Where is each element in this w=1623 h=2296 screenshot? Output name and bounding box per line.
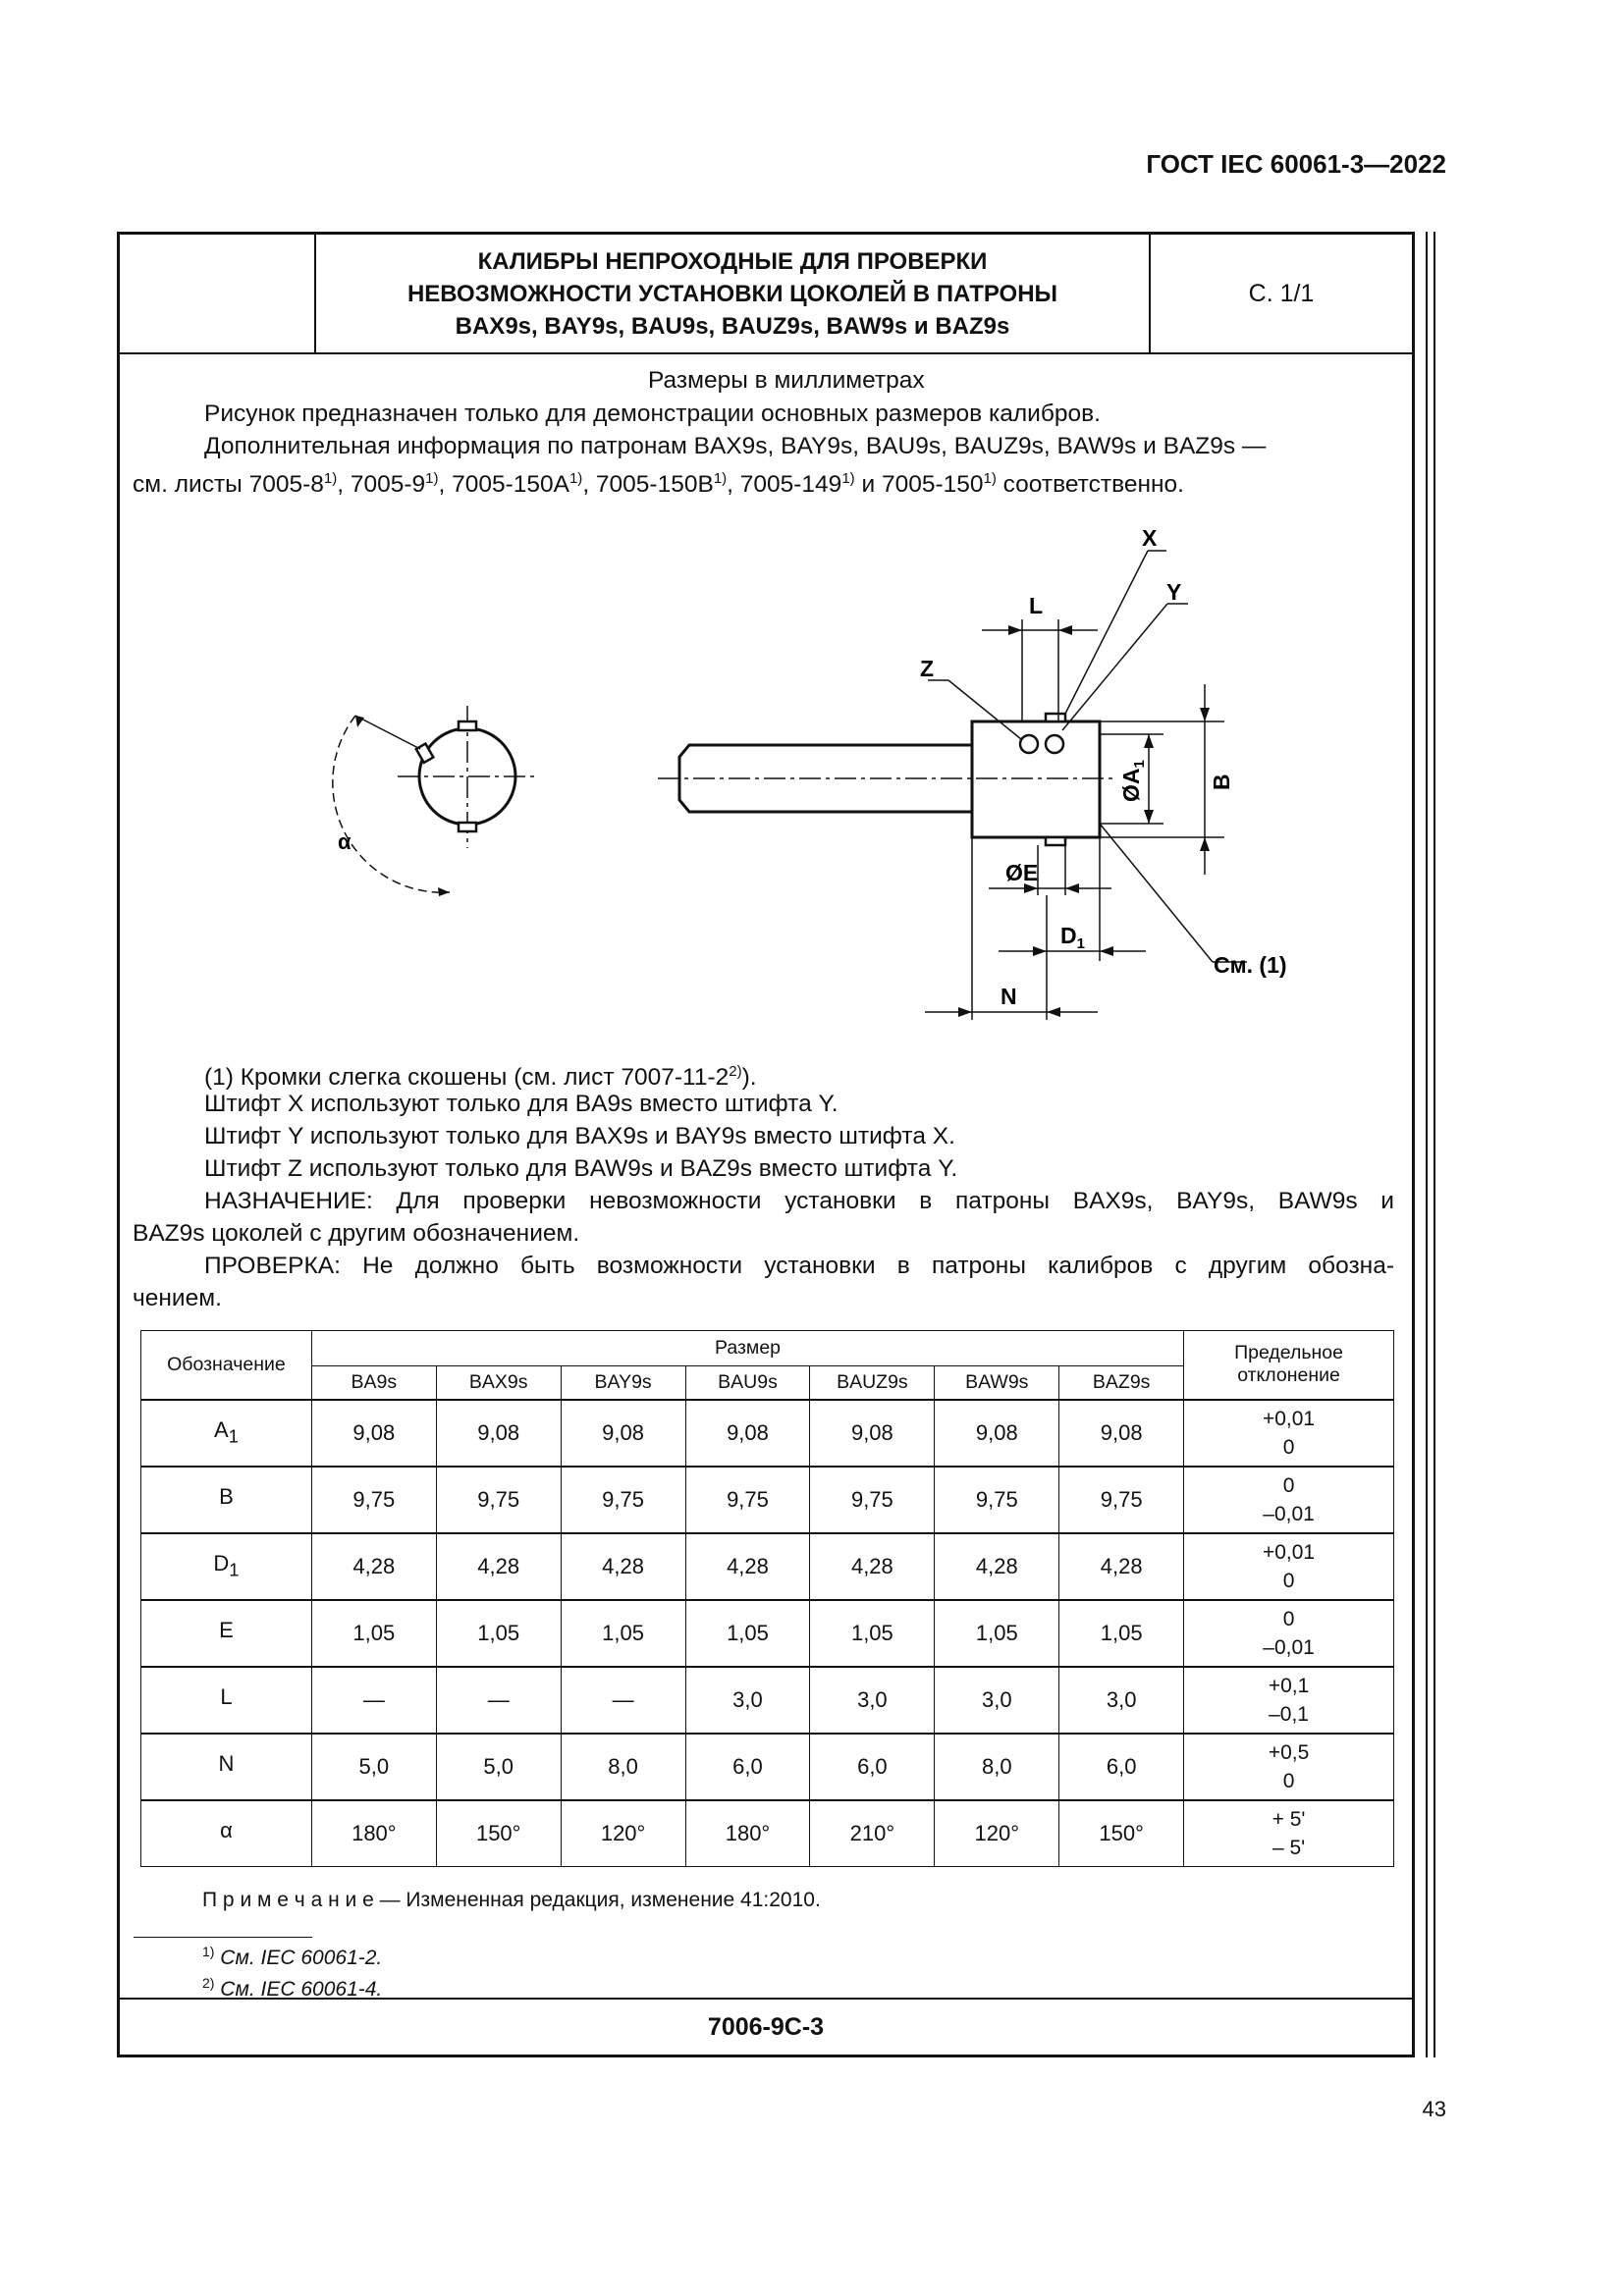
dimensions-table [140, 1330, 1394, 1867]
table-cell: 4,28 [810, 1533, 935, 1600]
table-cell: 9,08 [311, 1400, 436, 1467]
table-cell: 4,28 [935, 1533, 1059, 1600]
purpose-line-1: НАЗНАЧЕНИЕ: Для проверки невозможности установки в патроны BAX9s, BAY9s, BAW9s и [204, 1188, 1394, 1214]
table-cell: 4,28 [311, 1533, 436, 1600]
frame-edge-line [1426, 232, 1428, 2057]
dim-n-label: N [1001, 984, 1017, 1009]
check-line-1: ПРОВЕРКА: Не должно быть возможности установки в патроны калибров с другим обозна- [204, 1253, 1394, 1279]
table-cell: — [311, 1667, 436, 1734]
title-line-1: КАЛИБРЫ НЕПРОХОДНЫЕ ДЛЯ ПРОВЕРКИ [477, 247, 988, 275]
header-size: Размер [311, 1331, 1183, 1366]
row-tolerance: +0,5 0 [1184, 1734, 1394, 1800]
column-header: BAU9s [685, 1366, 810, 1400]
table-cell: 210° [810, 1800, 935, 1867]
table-cell: 4,28 [685, 1533, 810, 1600]
note-pin-z: Штифт Z используют только для BAW9s и BAZ9s вместо штифта Y. [204, 1155, 958, 1182]
table-cell: 150° [436, 1800, 561, 1867]
row-tolerance: 0 –0,01 [1184, 1600, 1394, 1667]
side-view [658, 551, 1247, 1020]
row-designation: N [141, 1734, 312, 1800]
row-designation: L [141, 1667, 312, 1734]
table-cell: 9,08 [561, 1400, 685, 1467]
table-row [141, 1667, 1394, 1734]
note-pin-y: Штифт Y используют только для BAX9s и BAY9s вместо штифта X. [204, 1123, 955, 1149]
dim-b-label: B [1209, 774, 1234, 790]
table-row [141, 1600, 1394, 1667]
row-tolerance: +0,1 –0,1 [1184, 1667, 1394, 1734]
intro-line-3: см. листы 7005-8$^{1)}$, 7005-9$^{1)}$, $7005-150A^{1)}$, $7005-150B^{1)}$, 7005-149$^{1)}$ и 7005-150$^{1)}$ соответственно. [133, 470, 1184, 499]
table-note: П р и м е ч а н и е — Измененная редакция, изменение 41:2010. [202, 1889, 821, 1911]
footnote-separator [134, 1937, 312, 1938]
pin-y-label: Y [1166, 579, 1182, 605]
table-cell: — [436, 1667, 561, 1734]
table-cell: 9,75 [685, 1467, 810, 1533]
note-chamfer: (1) Кромки слегка скошены (см. лист 7007-11-2$^{2)}$). [204, 1063, 757, 1092]
table-row [141, 1800, 1394, 1867]
table-cell: — [561, 1667, 685, 1734]
purpose-line-2: BAZ9s цоколей с другим обозначением. [133, 1220, 580, 1247]
table-cell: 8,0 [935, 1734, 1059, 1800]
chamfer-see-label: См. (1) [1214, 952, 1287, 978]
table-cell: 1,05 [436, 1600, 561, 1667]
table-cell: 180° [311, 1800, 436, 1867]
table-cell: 1,05 [935, 1600, 1059, 1667]
row-designation: E [141, 1600, 312, 1667]
pin-z-label: Z [920, 656, 935, 681]
table-cell: 4,28 [561, 1533, 685, 1600]
table-cell: 9,75 [561, 1467, 685, 1533]
pin-x-label: X [1142, 525, 1158, 551]
dim-d1-label: $D_1$ [1060, 923, 1085, 952]
table-cell: 9,08 [810, 1400, 935, 1467]
table-cell: 3,0 [1059, 1667, 1184, 1734]
table-cell: 1,05 [1059, 1600, 1184, 1667]
table-cell: 6,0 [810, 1734, 935, 1800]
document-code: ГОСТ IEC 60061-3—2022 [1146, 149, 1446, 179]
table-row [141, 1734, 1394, 1800]
sheet-number: 7006-9C-3 [120, 1998, 1412, 2055]
row-designation: $D_1$ [141, 1533, 312, 1600]
dim-l-label: L [1029, 593, 1044, 618]
table-cell: 4,28 [436, 1533, 561, 1600]
table-cell: 9,75 [935, 1467, 1059, 1533]
header-designation: Обозначение [141, 1331, 312, 1400]
row-designation: α [141, 1800, 312, 1867]
table-cell: 5,0 [311, 1734, 436, 1800]
table-cell: 120° [935, 1800, 1059, 1867]
table-cell: 9,75 [810, 1467, 935, 1533]
table-cell: 120° [561, 1800, 685, 1867]
table-cell: 1,05 [810, 1600, 935, 1667]
table-cell: 180° [685, 1800, 810, 1867]
table-cell: 9,75 [436, 1467, 561, 1533]
column-header: BAUZ9s [810, 1366, 935, 1400]
dim-a1-label: $ØA_1$ [1118, 760, 1148, 802]
column-header: BAZ9s [1059, 1366, 1184, 1400]
table-cell: 3,0 [935, 1667, 1059, 1734]
row-tolerance: 0 –0,01 [1184, 1467, 1394, 1533]
table-cell: 6,0 [685, 1734, 810, 1800]
title-line-3: BAX9s, BAY9s, BAU9s, BAUZ9s, BAW9s и BAZ9s [455, 312, 1010, 340]
intro-line-1: Рисунок предназначен только для демонстрации основных размеров калибров. [204, 400, 1101, 427]
table-cell: 3,0 [685, 1667, 810, 1734]
row-tolerance: +0,01 0 [1184, 1400, 1394, 1467]
note-pin-x: Штифт X используют только для BA9s вместо штифта Y. [204, 1091, 839, 1117]
frame-edge-line [1434, 232, 1435, 2057]
row-tolerance: + 5' – 5' [1184, 1800, 1394, 1867]
table-row [141, 1467, 1394, 1533]
table-cell: 6,0 [1059, 1734, 1184, 1800]
sheet-page-indicator: С. 1/1 [1248, 279, 1315, 307]
row-tolerance: +0,01 0 [1184, 1533, 1394, 1600]
units-note: Размеры в миллиметрах [648, 367, 925, 394]
gauge-drawing [120, 235, 1412, 1040]
table-cell: 9,08 [436, 1400, 561, 1467]
table-cell: 150° [1059, 1800, 1184, 1867]
header-tolerance: Предельное отклонение [1184, 1331, 1394, 1400]
footnote-1: $^{1)}$ См. IEC 60061-2. [202, 1944, 383, 1969]
table-cell: 9,08 [1059, 1400, 1184, 1467]
table-cell: 4,28 [1059, 1533, 1184, 1600]
table-cell: 9,75 [311, 1467, 436, 1533]
table-cell: 9,08 [685, 1400, 810, 1467]
table-cell: 1,05 [685, 1600, 810, 1667]
table-row [141, 1533, 1394, 1600]
table-cell: 9,08 [935, 1400, 1059, 1467]
dim-e-label: ØE [1005, 860, 1039, 885]
table-cell: 1,05 [311, 1600, 436, 1667]
check-line-2: чением. [133, 1285, 222, 1311]
table-cell: 9,75 [1059, 1467, 1184, 1533]
title-line-2: НЕВОЗМОЖНОСТИ УСТАНОВКИ ЦОКОЛЕЙ В ПАТРОНЫ [406, 280, 1058, 307]
column-header: BAX9s [436, 1366, 561, 1400]
row-designation: B [141, 1467, 312, 1533]
footnote-2: $^{2)}$ См. IEC 60061-4. [202, 1975, 383, 2001]
row-designation: $A_1$ [141, 1400, 312, 1467]
table-row [141, 1400, 1394, 1467]
column-header: BA9s [311, 1366, 436, 1400]
table-cell: 8,0 [561, 1734, 685, 1800]
table-cell: 3,0 [810, 1667, 935, 1734]
table-cell: 1,05 [561, 1600, 685, 1667]
intro-line-2: Дополнительная информация по патронам BAX9s, BAY9s, BAU9s, BAUZ9s, BAW9s и BAZ9s — [204, 433, 1267, 459]
end-view [333, 706, 537, 896]
alpha-label: α [338, 829, 352, 854]
column-header: BAY9s [561, 1366, 685, 1400]
table-cell: 5,0 [436, 1734, 561, 1800]
page-number: 43 [1422, 2097, 1446, 2121]
column-header: BAW9s [935, 1366, 1059, 1400]
